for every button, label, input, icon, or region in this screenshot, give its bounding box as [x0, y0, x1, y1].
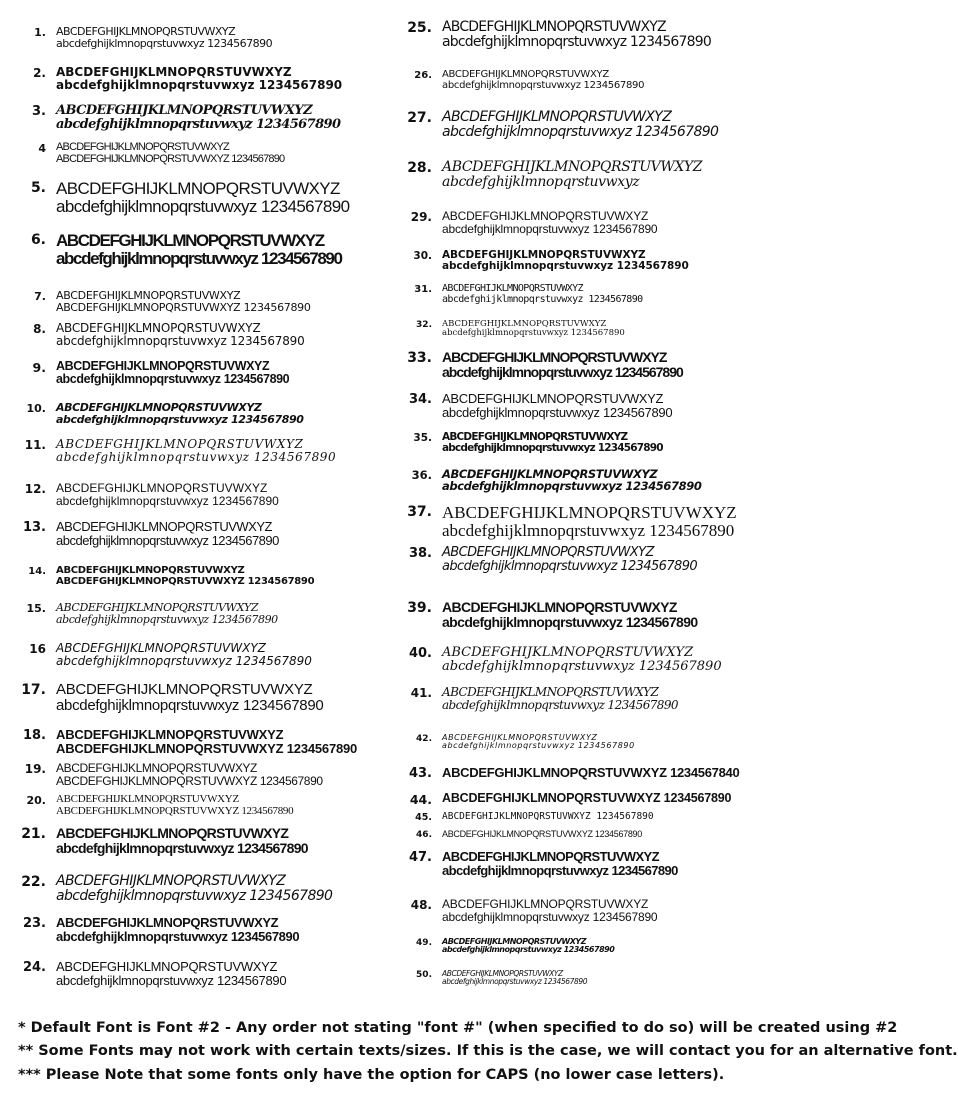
lowercase-line: abcdefghijklmnopqrstuvwxyz 1234567890 — [56, 839, 308, 856]
font-sample-34 — [402, 392, 672, 419]
uppercase-line: ABCDEFGHIJKLMNOPQRSTUVWXYZ — [56, 289, 241, 302]
font-sample-text — [442, 320, 625, 338]
font-sample-text — [442, 110, 718, 139]
font-number: 49. — [416, 938, 432, 948]
font-sample-36 — [402, 468, 701, 492]
uppercase-line: ABCDEFGHIJKLMNOPQRSTUVWXYZ — [56, 727, 284, 742]
font-sample-22 — [20, 874, 332, 903]
font-sample-text — [56, 142, 284, 165]
lowercase-line: ABCDEFGHIJKLMNOPQRSTUVWXYZ 1234567890 — [56, 300, 311, 314]
uppercase-line: ABCDEFGHIJKLMNOPQRSTUVWXYZ — [442, 109, 672, 125]
font-number: 19. — [24, 762, 46, 776]
font-sample-15 — [20, 602, 278, 625]
font-sample-text — [442, 546, 697, 573]
font-number: 7. — [34, 290, 46, 303]
uppercase-line: ABCDEFGHIJKLMNOPQRSTUVWXYZ — [56, 793, 239, 805]
font-sample-text — [442, 970, 587, 986]
uppercase-line: ABCDEFGHIJKLMNOPQRSTUVWXYZ — [56, 519, 272, 534]
lowercase-line: abcdefghijklmnopqrstuvwxyz 1234567890 — [442, 558, 698, 574]
lowercase-line: abcdefghijklmnopqrstuvwxyz 1234567890 — [442, 327, 625, 338]
uppercase-line: ABCDEFGHIJKLMNOPQRSTUVWXYZ — [442, 209, 649, 223]
lowercase-line: abcdefghijklmnopqrstuvwxyz 1234567890 — [442, 909, 658, 924]
uppercase-line: ABCDEFGHIJKLMNOPQRSTUVWXYZ — [56, 359, 270, 373]
lowercase-line: abcdefghijklmnopqrstuvwxyz 1234567890 — [56, 887, 333, 904]
font-sample-14 — [20, 566, 314, 587]
uppercase-line: ABCDEFGHIJKLMNOPQRSTUVWXYZ — [442, 19, 666, 35]
font-number: 12. — [24, 482, 46, 496]
uppercase-line: ABCDEFGHIJKLMNOPQRSTUVWXYZ — [56, 25, 236, 38]
font-sample-text — [56, 290, 311, 313]
lowercase-line: abcdefghijklmnopqrstuvwxyz 1234567890 — [56, 449, 337, 464]
font-sample-text — [442, 160, 702, 189]
font-sample-10 — [20, 402, 304, 425]
font-sample-text — [442, 504, 737, 540]
font-sample-49 — [402, 938, 614, 955]
font-sample-text — [56, 826, 308, 855]
font-sample-8 — [20, 322, 305, 347]
font-sample-45 — [402, 812, 654, 823]
font-sample-39 — [402, 600, 698, 629]
uppercase-line: ABCDEFGHIJKLMNOPQRSTUVWXYZ — [442, 733, 598, 742]
font-sample-text — [442, 938, 614, 955]
font-sample-40 — [402, 646, 722, 673]
font-number: 24. — [22, 960, 46, 975]
font-sample-text — [442, 646, 722, 673]
uppercase-line: ABCDEFGHIJKLMNOPQRSTUVWXYZ — [56, 179, 340, 198]
lowercase-line: abcdefghijklmnopqrstuvwxyz 1234567890 — [56, 372, 290, 387]
uppercase-line: ABCDEFGHIJKLMNOPQRSTUVWXYZ — [442, 645, 694, 660]
lowercase-line: ABCDEFGHIJKLMNOPQRSTUVWXYZ 1234567890 — [56, 152, 285, 165]
lowercase-line: abcdefghijklmnopqrstuvwxyz 1234567890 — [56, 412, 304, 426]
font-sample-text — [442, 392, 672, 419]
font-sample-text — [56, 232, 342, 268]
uppercase-line: ABCDEFGHIJKLMNOPQRSTUVWXYZ — [56, 437, 304, 451]
lowercase-line: abcdefghijklmnopqrstuvwxyz 1234567890 — [442, 741, 635, 751]
uppercase-line: ABCDEFGHIJKLMNOPQRSTUVWXYZ — [442, 685, 659, 699]
font-number: 45. — [415, 812, 432, 823]
lowercase-line: abcdefghijklmnopqrstuvwxyz 1234567890 — [56, 333, 305, 348]
font-sample-text — [56, 520, 279, 547]
uppercase-line: ABCDEFGHIJKLMNOPQRSTUVWXYZ — [56, 481, 268, 495]
font-sample-text — [56, 402, 304, 425]
font-number: 25. — [407, 20, 432, 36]
uppercase-line: ABCDEFGHIJKLMNOPQRSTUVWXYZ — [442, 599, 677, 615]
font-sample-text — [442, 250, 689, 272]
font-sample-text — [56, 322, 305, 347]
font-sample-text — [56, 916, 299, 943]
font-sample-text — [442, 350, 683, 379]
note-default-font: * Default Font is Font #2 - Any order not stating "font #" (when specified to do so) will be created using #2 — [18, 1020, 898, 1036]
lowercase-line: abcdefghijklmnopqrstuvwxyz 1234567890 — [442, 613, 698, 630]
font-number: 20. — [26, 794, 46, 807]
uppercase-line: ABCDEFGHIJKLMNOPQRSTUVWXYZ — [56, 915, 279, 930]
font-sample-42 — [402, 734, 635, 751]
font-sample-20 — [20, 794, 293, 817]
lowercase-line: abcdefghijklmnopqrstuvwxyz 1234567890 — [56, 696, 324, 714]
uppercase-line: ABCDEFGHIJKLMNOPQRSTUVWXYZ — [442, 391, 664, 406]
font-sample-text — [56, 180, 349, 216]
font-sample-7 — [20, 290, 311, 313]
font-sample-text — [442, 830, 642, 839]
font-sample-text — [442, 686, 678, 711]
font-number: 3. — [32, 104, 46, 119]
font-number: 1. — [34, 26, 46, 39]
font-sample-28 — [402, 160, 702, 189]
lowercase-line: abcdefghijklmnopqrstuvwxyz 1234567890 — [442, 945, 615, 955]
font-sample-text — [56, 438, 336, 463]
uppercase-line: ABCDEFGHIJKLMNOPQRSTUVWXYZ — [442, 467, 658, 481]
font-sample-text — [56, 762, 323, 787]
font-sample-30 — [402, 250, 689, 272]
lowercase-line: ABCDEFGHIJKLMNOPQRSTUVWXYZ 1234567890 — [56, 575, 315, 587]
font-sample-text — [56, 566, 314, 587]
font-sample-5 — [20, 180, 349, 216]
font-number: 11. — [24, 438, 46, 452]
font-sample-1 — [20, 26, 272, 49]
note-caps-only: *** Please Note that some fonts only have the option for CAPS (no lower case letters). — [18, 1066, 725, 1083]
font-sample-text — [442, 468, 701, 492]
font-sample-46 — [402, 830, 642, 840]
font-number: 5. — [30, 180, 46, 196]
font-number: 29. — [410, 210, 432, 224]
lowercase-line: ABCDEFGHIJKLMNOPQRSTUVWXYZ 1234567890 — [56, 773, 323, 788]
uppercase-line: ABCDEFGHIJKLMNOPQRSTUVWXYZ 1234567890 — [442, 829, 642, 839]
font-sample-11 — [20, 438, 336, 463]
lowercase-line: abcdefghijklmnopqrstuvwxyz 1234567890 — [442, 976, 588, 986]
uppercase-line: ABCDEFGHIJKLMNOPQRSTUVWXYZ — [56, 321, 261, 335]
font-number: 32. — [416, 320, 432, 330]
font-sample-44 — [402, 792, 731, 807]
font-sample-38 — [402, 546, 697, 573]
font-sample-text — [56, 874, 332, 903]
font-sample-37 — [402, 504, 737, 540]
font-number: 9. — [32, 360, 46, 375]
lowercase-line: abcdefghijklmnopqrstuvwxyz 1234567890 — [56, 532, 279, 548]
lowercase-line: abcdefghijklmnopqrstuvwxyz 1234567890 — [56, 196, 350, 216]
lowercase-line: abcdefghijklmnopqrstuvwxyz 1234567890 — [56, 972, 287, 988]
font-sample-26 — [402, 70, 644, 91]
font-sample-25 — [402, 20, 711, 49]
font-number: 26. — [414, 70, 432, 81]
font-sample-text — [56, 482, 279, 507]
font-sample-16 — [20, 642, 312, 667]
font-sample-47 — [402, 850, 678, 877]
font-sample-text — [56, 642, 312, 667]
font-number: 42. — [416, 734, 432, 744]
lowercase-line: ABCDEFGHIJKLMNOPQRSTUVWXYZ 1234567890 — [56, 740, 358, 756]
font-sample-text — [442, 432, 663, 454]
font-number: 41. — [410, 686, 432, 700]
font-sample-text — [442, 734, 635, 751]
font-sample-4 — [20, 142, 284, 165]
font-sample-text — [56, 104, 340, 131]
uppercase-line: ABCDEFGHIJKLMNOPQRSTUVWXYZ — [56, 959, 278, 974]
lowercase-line: abcdefghijklmnopqrstuvwxyz 1234567890 — [442, 658, 722, 674]
font-number: 8. — [33, 322, 46, 336]
font-number: 14. — [28, 566, 46, 577]
font-sample-18 — [20, 728, 357, 755]
font-number: 47. — [408, 850, 432, 865]
uppercase-line: ABCDEFGHIJKLMNOPQRSTUVWXYZ 1234567840 — [442, 765, 740, 780]
lowercase-line: abcdefghijklmnopqrstuvwxyz 1234567890 — [56, 116, 341, 132]
lowercase-line: abcdefghijklmnopqrstuvwxyz 1234567890 — [442, 293, 643, 305]
font-number: 6. — [30, 232, 46, 248]
lowercase-line: abcdefghijklmnopqrstuvwxyz 1234567890 — [442, 260, 689, 273]
font-number: 50. — [416, 970, 432, 980]
uppercase-line: ABCDEFGHIJKLMNOPQRSTUVWXYZ — [442, 937, 587, 946]
lowercase-line: abcdefghijklmnopqrstuvwxyz — [442, 173, 640, 190]
font-sample-9 — [20, 360, 289, 386]
note-alternative-font: ** Some Fonts may not work with certain texts/sizes. If this is the case, we will contact you for an alternative font. — [18, 1043, 958, 1060]
uppercase-line: ABCDEFGHIJKLMNOPQRSTUVWXYZ — [442, 849, 659, 864]
font-sample-41 — [402, 686, 678, 711]
font-number: 2. — [33, 66, 46, 80]
font-number: 18. — [22, 728, 46, 743]
lowercase-line: abcdefghijklmnopqrstuvwxyz 1234567890 — [56, 36, 273, 50]
font-sample-text — [442, 850, 678, 877]
font-number: 44. — [409, 792, 432, 807]
lowercase-line: abcdefghijklmnopqrstuvwxyz 1234567890 — [442, 479, 702, 494]
lowercase-line: abcdefghijklmnopqrstuvwxyz 1234567890 — [442, 862, 678, 878]
font-number: 27. — [407, 110, 432, 126]
lowercase-line: abcdefghijklmnopqrstuvwxyz 1234567890 — [56, 653, 312, 668]
font-number: 37. — [407, 504, 432, 520]
uppercase-line: ABCDEFGHIJKLMNOPQRSTUVWXYZ — [56, 761, 257, 775]
font-sample-48 — [402, 898, 657, 923]
font-sample-3 — [20, 104, 340, 131]
font-sample-31 — [402, 284, 643, 305]
uppercase-line: ABCDEFGHIJKLMNOPQRSTUVWXYZ — [56, 103, 312, 118]
lowercase-line: abcdefghijklmnopqrstuvwxyz 1234567890 — [56, 928, 300, 944]
font-number: 31. — [414, 284, 432, 295]
uppercase-line: ABCDEFGHIJKLMNOPQRSTUVWXYZ — [56, 873, 286, 889]
lowercase-line: abcdefghijklmnopqrstuvwxyz 1234567890 — [442, 79, 645, 91]
uppercase-line: ABCDEFGHIJKLMNOPQRSTUVWXYZ — [442, 897, 649, 911]
font-number: 46. — [416, 830, 432, 840]
font-number: 15. — [26, 602, 46, 615]
font-sample-6 — [20, 232, 342, 268]
font-sample-35 — [402, 432, 663, 454]
font-sample-2 — [20, 66, 342, 91]
font-number: 35. — [413, 432, 432, 444]
lowercase-line: abcdefghijklmnopqrstuvwxyz 1234567890 — [442, 697, 678, 712]
uppercase-line: ABCDEFGHIJKLMNOPQRSTUVWXYZ 1234567890 — [442, 811, 654, 822]
uppercase-line: ABCDEFGHIJKLMNOPQRSTUVWXYZ 1234567890 — [442, 791, 732, 805]
font-number: 23. — [22, 916, 46, 931]
font-sample-text — [56, 360, 289, 386]
font-number: 16 — [29, 642, 46, 656]
font-sample-43 — [402, 766, 739, 781]
font-sample-text — [56, 26, 272, 49]
font-sample-text — [442, 812, 654, 822]
font-sample-text — [442, 898, 657, 923]
font-sample-text — [442, 70, 644, 91]
uppercase-line: ABCDEFGHIJKLMNOPQRSTUVWXYZ — [56, 565, 245, 576]
font-sample-text — [442, 210, 657, 235]
font-sample-text — [56, 794, 293, 817]
font-sample-text — [56, 602, 278, 625]
font-number: 40. — [408, 646, 432, 661]
font-sample-text — [442, 766, 739, 780]
font-number: 17. — [21, 682, 46, 698]
font-sample-19 — [20, 762, 323, 787]
font-number: 36. — [411, 468, 432, 482]
lowercase-line: abcdefghijklmnopqrstuvwxyz 1234567890 — [56, 612, 278, 626]
font-sample-29 — [402, 210, 657, 235]
uppercase-line: ABCDEFGHIJKLMNOPQRSTUVWXYZ — [56, 641, 266, 655]
lowercase-line: abcdefghijklmnopqrstuvwxyz 1234567890 — [56, 248, 342, 268]
notes-section — [18, 1020, 958, 1090]
font-sample-27 — [402, 110, 718, 139]
uppercase-line: ABCDEFGHIJKLMNOPQRSTUVWXYZ — [442, 503, 737, 522]
uppercase-line: ABCDEFGHIJKLMNOPQRSTUVWXYZ — [442, 249, 646, 261]
lowercase-line: abcdefghijklmnopqrstuvwxyz 1234567890 — [442, 404, 673, 420]
font-sample-text — [442, 284, 643, 305]
lowercase-line: ABCDEFGHIJKLMNOPQRSTUVWXYZ 1234567890 — [56, 804, 294, 817]
lowercase-line: abcdefghijklmnopqrstuvwxyz 1234567890 — [442, 123, 719, 140]
font-sample-23 — [20, 916, 299, 943]
lowercase-line: abcdefghijklmnopqrstuvwxyz 1234567890 — [442, 221, 658, 236]
uppercase-line: ABCDEFGHIJKLMNOPQRSTUVWXYZ — [56, 65, 292, 79]
font-number: 38. — [408, 546, 432, 561]
uppercase-line: ABCDEFGHIJKLMNOPQRSTUVWXYZ — [442, 969, 563, 978]
uppercase-line: ABCDEFGHIJKLMNOPQRSTUVWXYZ — [56, 231, 324, 250]
font-sample-33 — [402, 350, 683, 379]
lowercase-line: abcdefghijklmnopqrstuvwxyz 1234567890 — [442, 33, 711, 50]
font-number: 43. — [408, 766, 432, 781]
font-sample-13 — [20, 520, 279, 547]
uppercase-line: ABCDEFGHIJKLMNOPQRSTUVWXYZ — [442, 319, 607, 329]
uppercase-line: ABCDEFGHIJKLMNOPQRSTUVWXYZ — [442, 349, 667, 365]
font-number: 13. — [22, 520, 46, 535]
uppercase-line: ABCDEFGHIJKLMNOPQRSTUVWXYZ — [56, 825, 289, 841]
uppercase-line: ABCDEFGHIJKLMNOPQRSTUVWXYZ — [442, 283, 583, 294]
uppercase-line: ABCDEFGHIJKLMNOPQRSTUVWXYZ — [56, 601, 259, 614]
lowercase-line: abcdefghijklmnopqrstuvwxyz 1234567890 — [442, 520, 735, 540]
font-number: 30. — [413, 250, 432, 262]
font-sample-text — [56, 682, 323, 714]
uppercase-line: ABCDEFGHIJKLMNOPQRSTUVWXYZ — [56, 141, 229, 153]
font-sample-21 — [20, 826, 308, 855]
font-number: 4 — [38, 142, 46, 155]
font-sample-text — [56, 66, 342, 91]
lowercase-line: abcdefghijklmnopqrstuvwxyz 1234567890 — [442, 363, 683, 380]
uppercase-line: ABCDEFGHIJKLMNOPQRSTUVWXYZ — [442, 69, 609, 80]
lowercase-line: abcdefghijklmnopqrstuvwxyz 1234567890 — [56, 77, 343, 92]
uppercase-line: ABCDEFGHIJKLMNOPQRSTUVWXYZ — [56, 401, 262, 414]
uppercase-line: ABCDEFGHIJKLMNOPQRSTUVWXYZ — [56, 681, 313, 698]
lowercase-line: abcdefghijklmnopqrstuvwxyz 1234567890 — [442, 442, 663, 455]
font-number: 34. — [408, 392, 432, 407]
font-sample-text — [442, 600, 698, 629]
font-number: 10. — [26, 402, 46, 415]
uppercase-line: ABCDEFGHIJKLMNOPQRSTUVWXYZ — [442, 159, 703, 175]
uppercase-line: ABCDEFGHIJKLMNOPQRSTUVWXYZ — [442, 431, 628, 443]
font-sample-text — [442, 20, 711, 49]
font-sample-17 — [20, 682, 323, 714]
font-sample-text — [56, 960, 286, 987]
lowercase-line: abcdefghijklmnopqrstuvwxyz 1234567890 — [56, 493, 279, 508]
font-sample-50 — [402, 970, 587, 986]
font-sample-text — [56, 728, 357, 755]
font-sample-12 — [20, 482, 279, 507]
font-sample-text — [442, 792, 731, 805]
font-sample-32 — [402, 320, 625, 338]
font-sample-24 — [20, 960, 286, 987]
font-number: 48. — [410, 898, 432, 912]
font-number: 39. — [407, 600, 432, 616]
font-number: 22. — [21, 874, 46, 890]
font-number: 21. — [21, 826, 46, 842]
uppercase-line: ABCDEFGHIJKLMNOPQRSTUVWXYZ — [442, 545, 654, 560]
font-number: 28. — [407, 160, 432, 176]
font-number: 33. — [407, 350, 432, 366]
